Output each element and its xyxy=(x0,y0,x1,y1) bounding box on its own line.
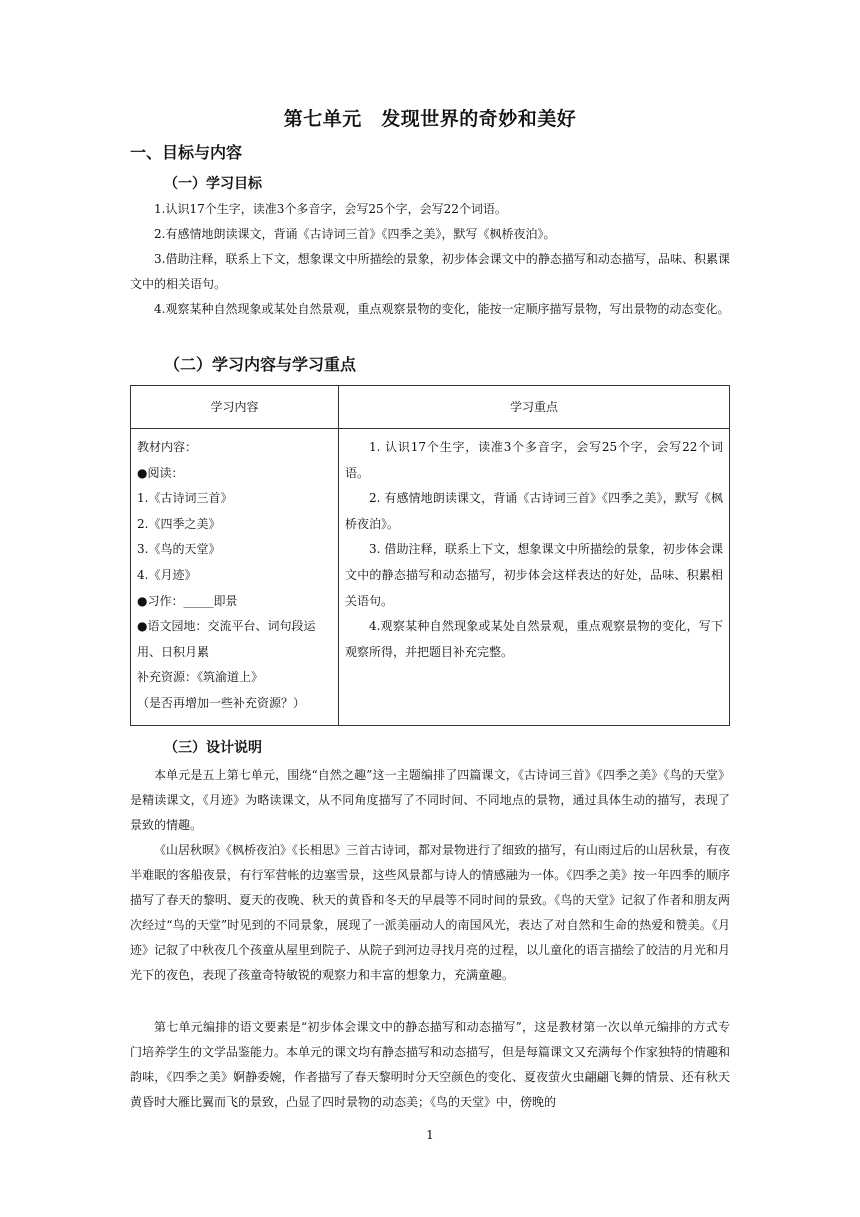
focus-item: 4.观察某种自然现象或某处自然景观，重点观察景物的变化，写下观察所得，并把题目补充完整。 xyxy=(345,619,723,659)
table-row xyxy=(131,429,730,726)
content-focus-table xyxy=(130,385,730,726)
content-line: 4.《月迹》 xyxy=(137,567,197,582)
content-line: 1.《古诗词三首》 xyxy=(137,491,233,506)
subheading-learning-goals: （一）学习目标 xyxy=(164,176,262,192)
unit-title: 第七单元 发现世界的奇妙和美好 xyxy=(283,108,577,130)
table-cell-content xyxy=(131,429,339,726)
table-cell-focus xyxy=(339,429,730,726)
focus-item: 1. 认识17个生字，读准3个多音字，会写25个字，会写22个词语。 xyxy=(345,440,723,480)
section-heading-goals-content: 一、目标与内容 xyxy=(130,143,243,162)
content-line: （是否再增加一些补充资源？） xyxy=(137,695,306,710)
table-header-focus: 学习重点 xyxy=(339,386,730,429)
design-paragraph-2: 《山居秋暝》《枫桥夜泊》《长相思》三首古诗词，都对景物进行了细致的描写，有山雨过后的山居秋景，有夜半难眠的客船夜景，有行军营帐的边塞雪景，这些风景都与诗人的情感融为一体。《四季之美》按一年四季的顺序描写了春天的黎明、夏天的夜晚、秋天的黄昏和冬天的早晨等不同时间的景致。《鸟的天堂》记叙了作者和朋友两次经过“鸟的天堂”时见到的不同景象，展现了一派美丽动人的南国风光，表达了对自然和生命的热爱和赞美。《月迹》记叙了中秋夜几个孩童从屋里到院子、从院子到河边寻找月亮的过程，以儿童化的语言描绘了皎洁的月光和月光下的夜色，表现了孩童奇特敏锐的观察力和丰富的想象力，充满童趣。 xyxy=(130,843,731,982)
content-line: 3.《鸟的天堂》 xyxy=(137,542,221,557)
goal-item-3: 3.借助注释，联系上下文，想象课文中所描绘的景象，初步体会课文中的静态描写和动态描写，品味、积累课文中的相关语句。 xyxy=(130,252,730,291)
content-line: ●习作：_____即景 xyxy=(137,593,238,608)
content-line: ●语文园地：交流平台、词句段运用、日积月累 xyxy=(137,619,316,659)
focus-item: 3. 借助注释，联系上下文，想象课文中所描绘的景象，初步体会课文中的静态描写和动态描写，初步体会这样表达的好处，品味、积累相关语句。 xyxy=(345,542,723,608)
goal-item-4: 4.观察某种自然现象或某处自然景观，重点观察景物的变化，能按一定顺序描写景物，写出景物的动态变化。 xyxy=(154,302,730,316)
goal-item-2: 2.有感情地朗读课文，背诵《古诗词三首》《四季之美》，默写《枫桥夜泊》。 xyxy=(154,227,556,241)
content-line: 补充资源：《筑渝道上》 xyxy=(137,670,264,685)
content-line: 教材内容： xyxy=(137,440,198,454)
subheading-content-focus: （二）学习内容与学习重点 xyxy=(164,355,357,374)
table-header-row xyxy=(131,386,730,429)
page-number: 1 xyxy=(426,1128,434,1142)
design-paragraph-3: 第七单元编排的语文要素是“初步体会课文中的静态描写和动态描写”，这是教材第一次以单元编排的方式专门培养学生的文学品鉴能力。本单元的课文均有静态描写和动态描写，但是每篇课文又充满每个作家独特的情趣和韵味，《四季之美》婀静委婉，作者描写了春天黎明时分天空颜色的变化、夏夜萤火虫翩翩飞舞的情景、还有秋天黄昏时大雁比翼而飞的景致，凸显了四时景物的动态美；《鸟的天堂》中，傍晚的 xyxy=(130,1020,731,1109)
focus-item: 2. 有感情地朗读课文，背诵《古诗词三首》《四季之美》，默写《枫桥夜泊》。 xyxy=(345,491,723,531)
table-header-content: 学习内容 xyxy=(131,386,339,429)
design-paragraph-1: 本单元是五上第七单元，围绕“自然之趣”这一主题编排了四篇课文，《古诗词三首》《四季之美》《鸟的天堂》是精读课文，《月迹》为略读课文，从不同角度描写了不同时间、不同地点的景物，通过具体生动的描写，表现了景致的情趣。 xyxy=(130,768,730,832)
content-line: ●阅读： xyxy=(137,465,184,480)
subheading-design-notes: （三）设计说明 xyxy=(164,740,262,756)
goal-item-1: 1.认识17个生字，读准3个多音字，会写25个字，会写22个词语。 xyxy=(154,202,507,216)
content-line: 2.《四季之美》 xyxy=(137,516,221,531)
